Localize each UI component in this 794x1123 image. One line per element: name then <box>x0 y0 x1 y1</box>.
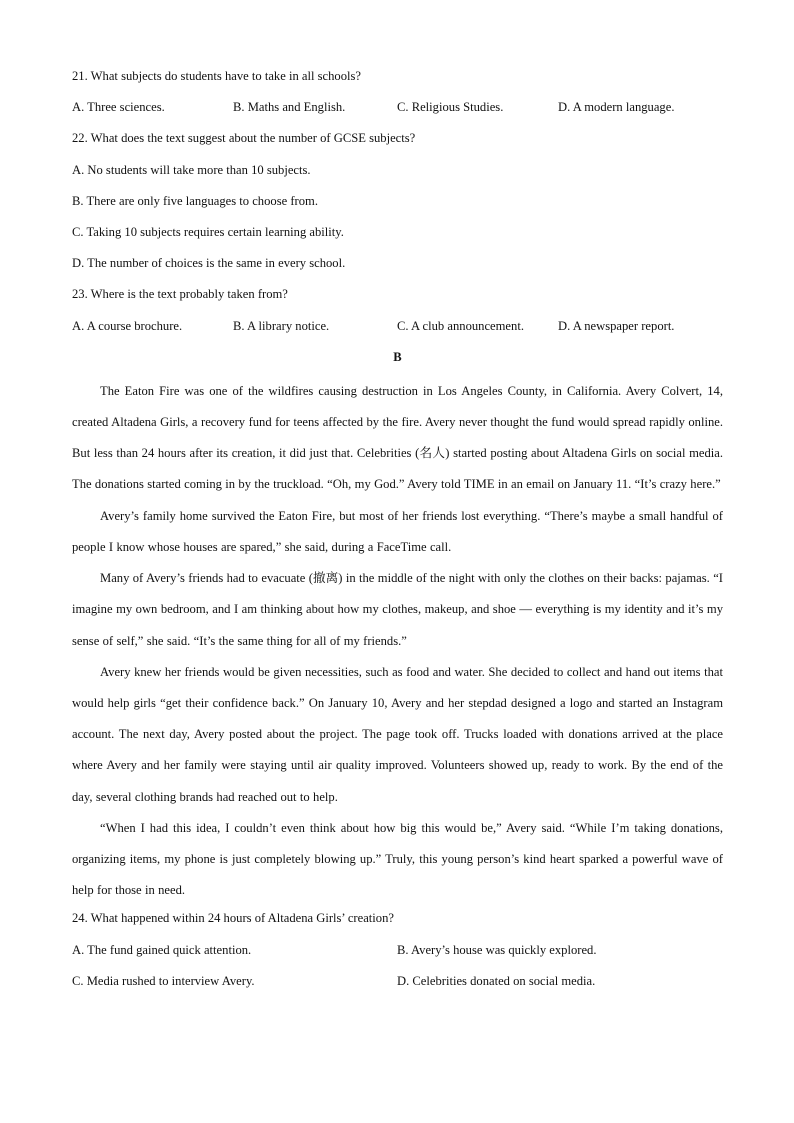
passage-paragraph-5: “When I had this idea, I couldn’t even think about how big this would be,” Avery said. “While I’m taking donations, organizing items, my phone is just completely blowing up.” Truly, this young person’s kind heart sparked a powerful wave of help for those in need. <box>72 820 723 898</box>
option-24-a: A. The fund gained quick attention. <box>72 942 252 957</box>
option-23-b: B. A library notice. <box>233 318 330 333</box>
option-24-b: B. Avery’s house was quickly explored. <box>397 942 597 957</box>
option-24-c: C. Media rushed to interview Avery. <box>72 973 255 988</box>
passage-paragraph-4: Avery knew her friends would be given necessities, such as food and water. She decided to collect and hand out items that would help girls “get their confidence back.” On January 10, Avery and her stepdad designed a logo and started an Instagram account. The next day, Avery posted about the project. The page took off. Trucks loaded with donations arrived at the place where Avery and her family were staying until air quality improved. Volunteers showed up, ready to work. By the end of the day, several clothing brands had reached out to help. <box>72 664 723 804</box>
option-24-d: D. Celebrities donated on social media. <box>397 973 596 988</box>
question-24-options-row-2 <box>72 969 723 1000</box>
option-23-a: A. A course brochure. <box>72 318 183 333</box>
option-21-d: D. A modern language. <box>558 100 675 115</box>
question-22: 22. What does the text suggest about the number of GCSE subjects? <box>72 131 416 146</box>
option-22-c: C. Taking 10 subjects requires certain learning ability. <box>72 224 344 239</box>
passage-paragraph-2: Avery’s family home survived the Eaton Fire, but most of her friends lost everything. “There’s maybe a small handful of people I know whose houses are spared,” she said, during a FaceTime call. <box>72 508 723 554</box>
section-b-title: B <box>393 349 402 364</box>
question-24: 24. What happened within 24 hours of Altadena Girls’ creation? <box>72 911 394 926</box>
question-21-options <box>72 95 723 126</box>
option-21-c: C. Religious Studies. <box>397 100 504 115</box>
option-23-d: D. A newspaper report. <box>558 318 675 333</box>
question-23-options <box>72 314 723 345</box>
question-21: 21. What subjects do students have to take in all schools? <box>72 69 362 83</box>
option-22-d: D. The number of choices is the same in every school. <box>72 256 346 271</box>
option-21-b: B. Maths and English. <box>233 100 346 115</box>
option-21-a: A. Three sciences. <box>72 100 165 115</box>
passage-paragraph-3: Many of Avery’s friends had to evacuate (撤离) in the middle of the night with only the clothes on their backs: pajamas. “I imagine my own bedroom, and I am thinking about how my clothes, makeup, and shoe — everything is my identity and it’s my sense of self,” she said. “It’s the same thing for all of my friends.” <box>72 571 723 648</box>
exam-page <box>72 64 723 1000</box>
option-23-c: C. A club announcement. <box>397 318 524 333</box>
passage-paragraph-1: The Eaton Fire was one of the wildfires causing destruction in Los Angeles County, in California. Avery Colvert, 14, created Altadena Girls, a recovery fund for teens affected by the fire. Avery never thought the fund would spread rapidly online. But less than 24 hours after its creation, it did just that. Celebrities (名人) started posting about Altadena Girls on social media. The donations started coming in by the truckload. “Oh, my God.” Avery told TIME in an email on January 11. “It’s crazy here.” <box>72 383 723 492</box>
option-22-a: A. No students will take more than 10 subjects. <box>72 162 311 177</box>
question-23: 23. Where is the text probably taken from? <box>72 287 288 302</box>
option-22-b: B. There are only five languages to choose from. <box>72 193 318 208</box>
question-24-options-row-1 <box>72 938 723 969</box>
